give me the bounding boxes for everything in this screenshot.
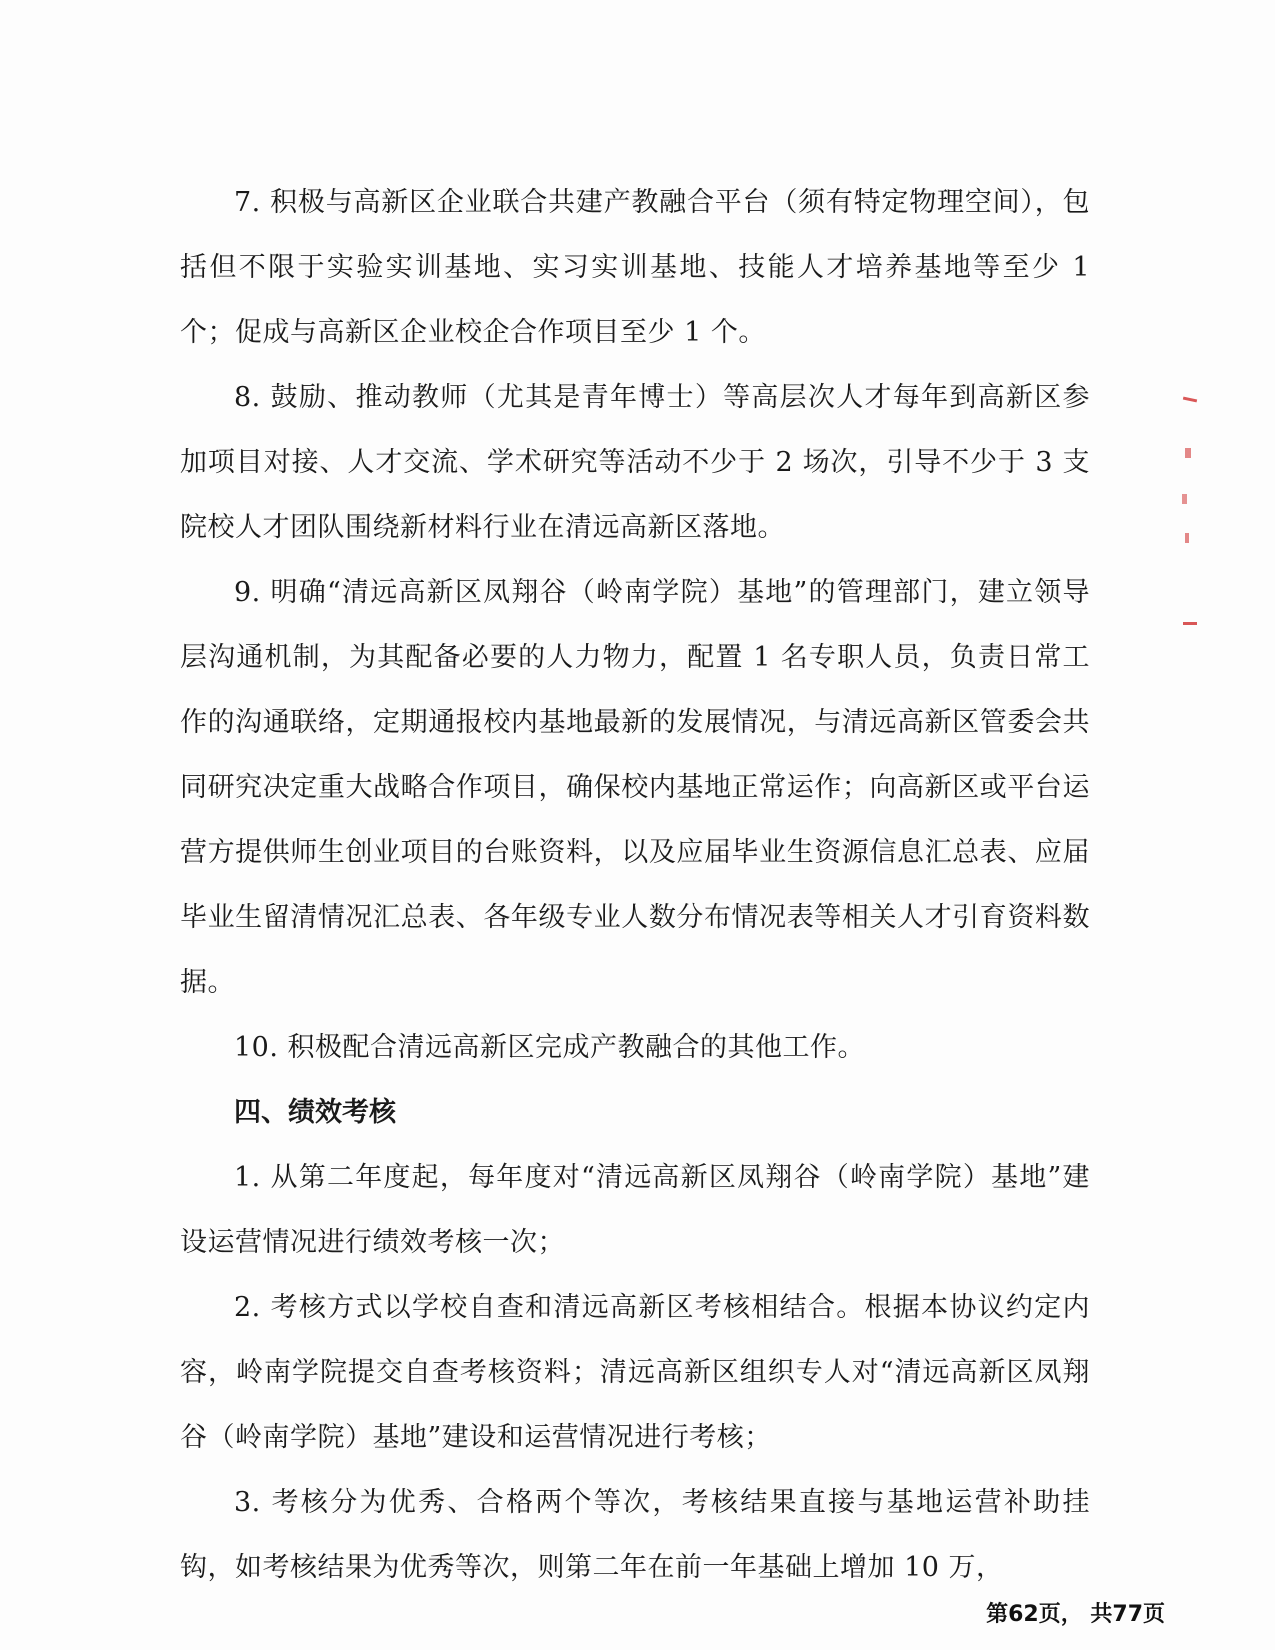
document-body <box>180 170 1090 1600</box>
section-heading-performance: 四、绩效考核 <box>234 1097 396 1128</box>
section-paragraph-1: 1. 从第二年度起，每年度对“清远高新区凤翔谷（岭南学院）基地”建设运营情况进行绩效考核一次； <box>180 1162 1090 1258</box>
page-number: 第62页， 共77页 <box>986 1602 1165 1627</box>
seal-edge-mark <box>1183 397 1197 403</box>
paragraph-item-7: 7. 积极与高新区企业联合共建产教融合平台（须有特定物理空间），包括但不限于实验实训基地、实习实训基地、技能人才培养基地等至少 1 个；促成与高新区企业校企合作项目至少 1 个。 <box>180 187 1090 348</box>
paragraph-item-9: 9. 明确“清远高新区凤翔谷（岭南学院）基地”的管理部门，建立领导层沟通机制，为其配备必要的人力物力，配置 1 名专职人员，负责日常工作的沟通联络，定期通报校内基地最新的发展情况，与清远高新区管委会共同研究决定重大战略合作项目，确保校内基地正常运作；向高新区或平台运营方提供师生创业项目的台账资料，以及应届毕业生资源信息汇总表、应届毕业生留清情况汇总表、各年级专业人数分布情况表等相关人才引育资料数据。 <box>180 577 1090 998</box>
paragraph-item-8: 8. 鼓励、推动教师（尤其是青年博士）等高层次人才每年到高新区参加项目对接、人才交流、学术研究等活动不少于 2 场次，引导不少于 3 支院校人才团队围绕新材料行业在清远高新区落地。 <box>180 382 1090 543</box>
seal-edge-mark <box>1185 448 1191 458</box>
paragraph-item-10: 10. 积极配合清远高新区完成产教融合的其他工作。 <box>234 1032 866 1063</box>
section-paragraph-3: 3. 考核分为优秀、合格两个等次，考核结果直接与基地运营补助挂钩，如考核结果为优秀等次，则第二年在前一年基础上增加 10 万， <box>180 1487 1090 1583</box>
seal-edge-mark <box>1185 533 1189 543</box>
seal-edge-mark <box>1182 494 1187 504</box>
seal-edge-mark <box>1183 622 1197 625</box>
section-paragraph-2: 2. 考核方式以学校自查和清远高新区考核相结合。根据本协议约定内容，岭南学院提交自查考核资料；清远高新区组织专人对“清远高新区凤翔谷（岭南学院）基地”建设和运营情况进行考核； <box>180 1292 1090 1453</box>
